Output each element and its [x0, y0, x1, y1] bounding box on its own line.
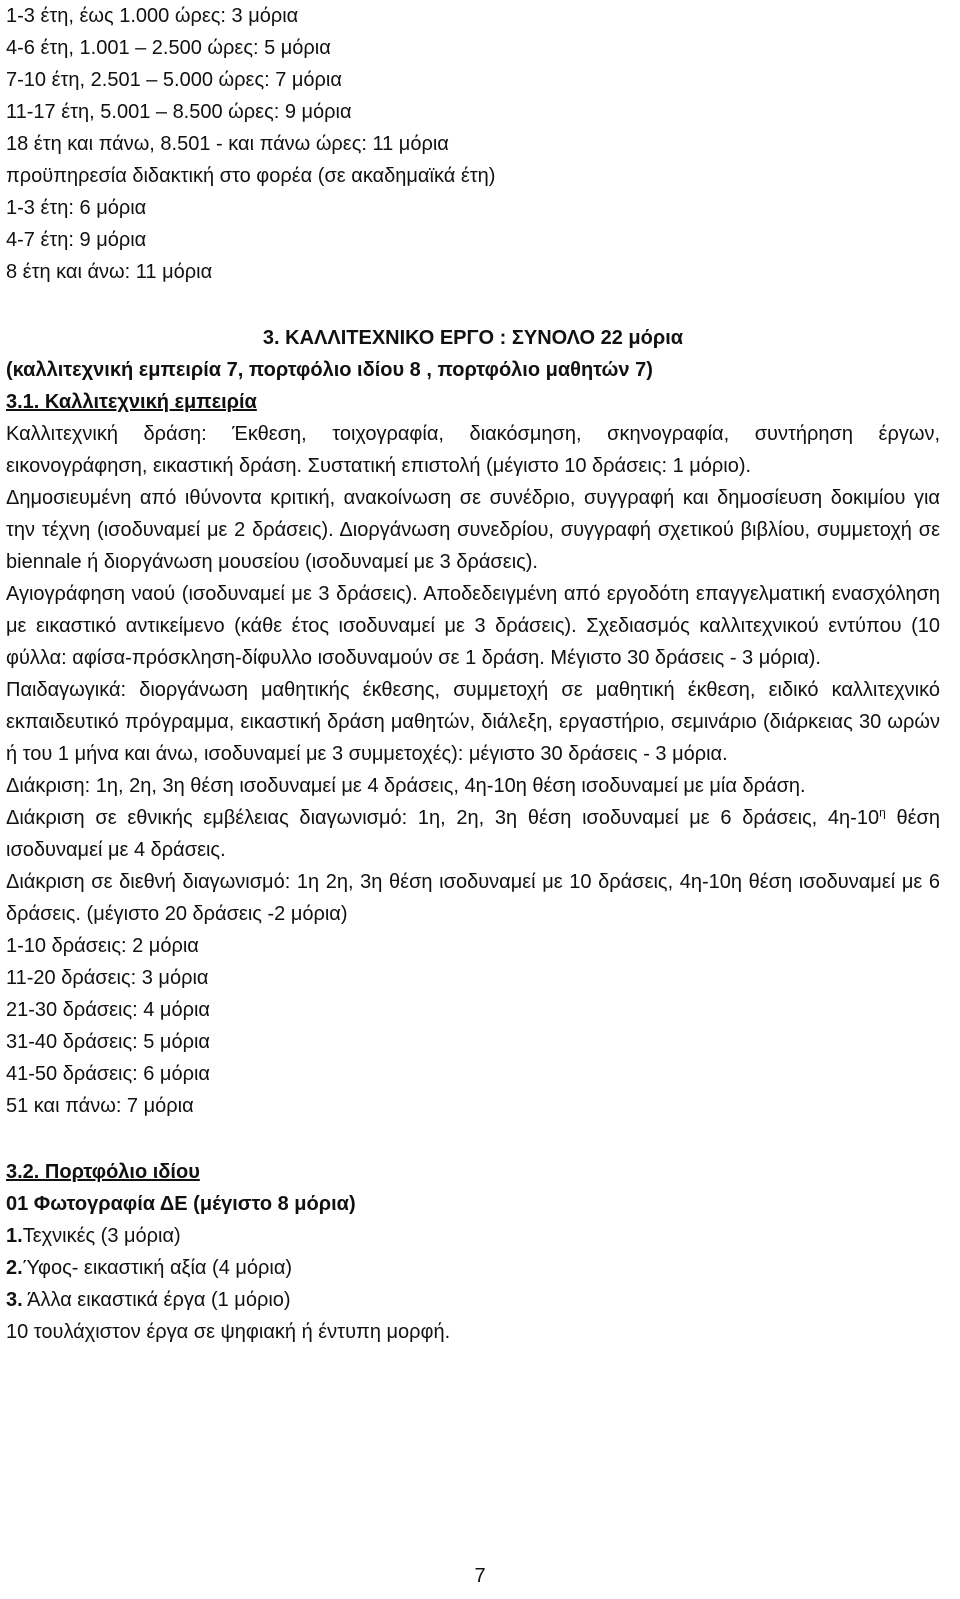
page-number: 7	[474, 1565, 486, 1587]
action-scale-line-1: 1-10 δράσεις: 2 μόρια	[6, 935, 199, 957]
item-number: 1.	[6, 1225, 23, 1247]
portfolio-note: 10 τουλάχιστον έργα σε ψηφιακή ή έντυπη μορφή.	[6, 1321, 451, 1343]
teaching-line-2: 4-7 έτη: 9 μόρια	[6, 229, 147, 251]
hours-scale-line-4: 11-17 έτη, 5.001 – 8.500 ώρες: 9 μόρια	[6, 101, 352, 123]
portfolio-item-1	[6, 1220, 940, 1252]
section-3-1-heading: 3.1. Καλλιτεχνική εμπειρία	[6, 391, 257, 413]
teaching-heading: προϋπηρεσία διδακτική στο φορέα (σε ακαδημαϊκά έτη)	[6, 165, 496, 187]
action-scale-line-5: 41-50 δράσεις: 6 μόρια	[6, 1063, 210, 1085]
section-3-2-heading: 3.2. Πορτφόλιο ιδίου	[6, 1161, 200, 1183]
spacer	[6, 1122, 940, 1156]
action-scale-line-2: 11-20 δράσεις: 3 μόρια	[6, 967, 209, 989]
item-text: Ύφος- εικαστική αξία (4 μόρια)	[22, 1257, 293, 1279]
paragraph-publications: Δημοσιευμένη από ιθύνοντα κριτική, ανακοίνωση σε συνέδριο, συγγραφή και δημοσίευση δοκιμίου για την τέχνη (ισοδυναμεί με 2 δράσεις). Διοργάνωση συνεδρίου, συγγραφή σχετικού βιβλίου, συμμετοχή σε biennale ή διοργάνωση μουσείου (ισοδυναμεί με 3 δράσεις).	[6, 487, 940, 573]
teaching-line-1: 1-3 έτη: 6 μόρια	[6, 197, 147, 219]
action-scale-line-3: 21-30 δράσεις: 4 μόρια	[6, 999, 210, 1021]
hours-scale-line-3: 7-10 έτη, 2.501 – 5.000 ώρες: 7 μόρια	[6, 69, 342, 91]
paragraph-pedagogical: Παιδαγωγικά: διοργάνωση μαθητικής έκθεσης, συμμετοχή σε μαθητική έκθεση, ειδικό καλλιτεχνικό εκπαιδευτικό πρόγραμμα, εικαστική δράση μαθητών, διάλεξη, εργαστήριο, σεμινάριο (διάρκειας 30 ωρών ή του 1 μήνα και άνω, ισοδυναμεί με 3 συμμετοχές): μέγιστο 30 δράσεις - 3 μόρια.	[6, 679, 940, 765]
superscript: η	[879, 805, 886, 820]
portfolio-item-3	[6, 1284, 940, 1316]
item-text: Τεχνικές (3 μόρια)	[22, 1225, 181, 1247]
paragraph-artistic-action: Καλλιτεχνική δράση: Έκθεση, τοιχογραφία, διακόσμηση, σκηνογραφία, συντήρηση έργων, εικονογράφηση, εικαστική δράση. Συστατική επιστολή (μέγιστο 10 δράσεις: 1 μόριο).	[6, 423, 940, 477]
section-3-subtitle: (καλλιτεχνική εμπειρία 7, πορτφόλιο ιδίου 8 , πορτφόλιο μαθητών 7)	[6, 359, 653, 381]
national-text-b: θέση ισοδυναμεί με 4 δράσεις.	[6, 807, 941, 861]
paragraph-international-distinction: Διάκριση σε διεθνή διαγωνισμό: 1η 2η, 3η θέση ισοδυναμεί με 10 δράσεις, 4η-10η θέση ισοδυναμεί με 6 δράσεις. (μέγιστο 20 δράσεις -2 μόρια)	[6, 871, 940, 925]
national-text-a: Διάκριση σε εθνικής εμβέλειας διαγωνισμό: 1η, 2η, 3η θέση ισοδυναμεί με 6 δράσεις, 4η-10	[6, 807, 880, 829]
portfolio-item-2	[6, 1252, 940, 1284]
hours-scale-line-5: 18 έτη και πάνω, 8.501 - και πάνω ώρες: 11 μόρια	[6, 133, 449, 155]
item-text: Άλλα εικαστικά έργα (1 μόριο)	[22, 1289, 291, 1311]
action-scale-line-6: 51 και πάνω: 7 μόρια	[6, 1095, 194, 1117]
document-page	[6, 0, 940, 1348]
hours-scale-line-1: 1-3 έτη, έως 1.000 ώρες: 3 μόρια	[6, 5, 299, 27]
spacer	[6, 288, 940, 322]
paragraph-distinction: Διάκριση: 1η, 2η, 3η θέση ισοδυναμεί με 4 δράσεις, 4η-10η θέση ισοδυναμεί με μία δράση.	[6, 775, 806, 797]
photography-heading: 01 Φωτογραφία ΔΕ (μέγιστο 8 μόρια)	[6, 1193, 356, 1215]
teaching-line-3: 8 έτη και άνω: 11 μόρια	[6, 261, 213, 283]
hours-scale-line-2: 4-6 έτη, 1.001 – 2.500 ώρες: 5 μόρια	[6, 37, 331, 59]
paragraph-iconography: Αγιογράφηση ναού (ισοδυναμεί με 3 δράσεις). Αποδεδειγμένη από εργοδότη επαγγελματική ενασχόληση με εικαστικό αντικείμενο (κάθε έτος ισοδυναμεί με 3 δράσεις). Σχεδιασμός καλλιτεχνικού εντύπου (10 φύλλα: αφίσα-πρόσκληση-δίφυλλο ισοδυναμούν σε 1 δράση. Μέγιστο 30 δράσεις - 3 μόρια).	[6, 583, 940, 669]
item-number: 3.	[6, 1289, 23, 1311]
section-3-title: 3. ΚΑΛΛΙΤΕΧΝΙΚΟ ΕΡΓΟ : ΣΥΝΟΛΟ 22 μόρια	[262, 327, 684, 349]
item-number: 2.	[6, 1257, 23, 1279]
action-scale-line-4: 31-40 δράσεις: 5 μόρια	[6, 1031, 210, 1053]
paragraph-national-distinction	[6, 802, 940, 866]
